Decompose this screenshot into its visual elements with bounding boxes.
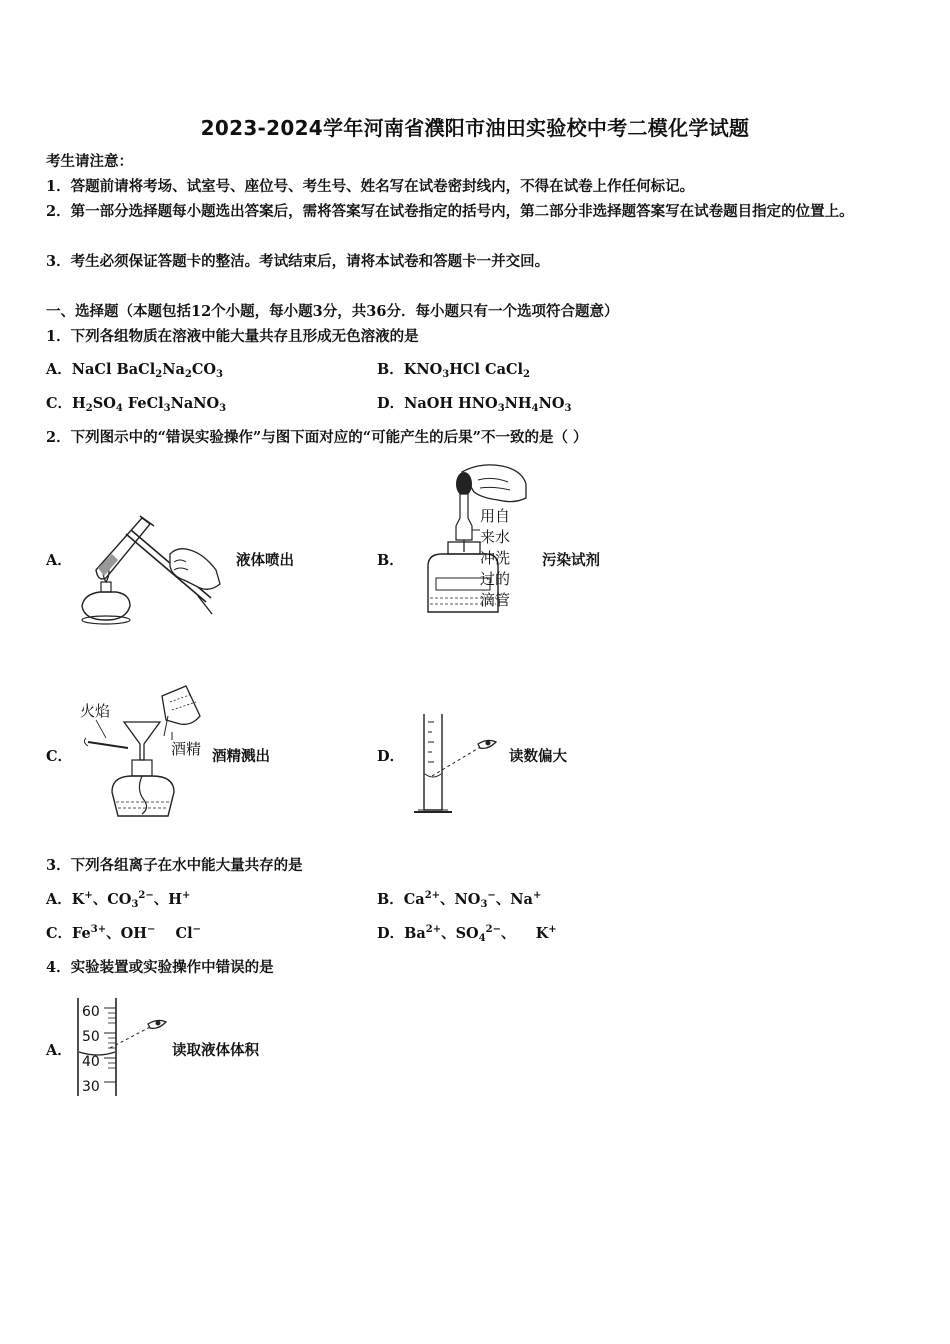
q4-option-a-result: 读取液体体积	[172, 1042, 259, 1059]
q2-option-c-result: 酒精溅出	[212, 748, 270, 765]
q4-option-a-label: A．	[46, 1042, 72, 1059]
graduated-cylinder-figure	[408, 710, 508, 820]
scale-label-30: 30	[82, 1079, 100, 1095]
dropper-bottle-figure	[422, 460, 532, 620]
q1-option-b: B．$KNO_3HCl$ CaCl$_2$	[377, 361, 530, 380]
q3-option-b: B．$Ca^{2+}$、$NO_3^-$、Na+	[377, 890, 542, 910]
q1-option-a-label: A．	[46, 361, 72, 378]
q2-option-d-result: 读数偏大	[509, 748, 567, 765]
q3-option-d-label: D．	[377, 925, 405, 942]
q1-option-c-label: C．	[46, 395, 73, 412]
q3-option-d: D．$Ba^{2+}$、$SO_4^{2-}$、 K+	[377, 924, 557, 944]
dropper-annotation: 用自 来水 冲洗 过的 滴管	[480, 507, 511, 609]
scale-label-60: 60	[82, 1004, 100, 1020]
page-title: 2023-2024学年河南省濮阳市油田实验校中考二模化学试题	[200, 116, 750, 140]
notice-item-1: 1．答题前请将考场、试室号、座位号、考生号、姓名写在试卷密封线内，不得在试卷上作任何标记。	[46, 178, 695, 195]
q3-option-a-label: A．	[46, 891, 72, 908]
notice-heading: 考生请注意：	[46, 153, 133, 170]
q2-option-b-label: B．	[377, 552, 404, 569]
q2-stem: 2．下列图示中的“错误实验操作”与图下面对应的“可能产生的后果”不一致的是（ ）	[46, 429, 588, 446]
q1-option-d-label: D．	[377, 395, 405, 412]
q2-option-a-label: A．	[46, 552, 72, 569]
q2-option-c-label: C．	[46, 748, 73, 765]
q2-option-b-result: 污染试剂	[542, 552, 600, 569]
q3-option-b-label: B．	[377, 891, 404, 908]
notice-item-3: 3．考生必须保证答题卡的整洁。考试结束后，请将本试卷和答题卡一并交回。	[46, 253, 550, 270]
q2-option-a-result: 液体喷出	[236, 552, 294, 569]
q1-option-a: A．NaCl $BaCl_2Na_2CO_3$	[46, 361, 223, 380]
q2-option-d-label: D．	[377, 748, 405, 765]
cylinder-scale-labels	[82, 1000, 100, 1100]
q3-option-c: C．$Fe^{3+}$、OH− Cl−	[46, 924, 201, 942]
q3-stem: 3．下列各组离子在水中能大量共存的是	[46, 857, 303, 874]
q1-option-b-label: B．	[377, 361, 404, 378]
scale-label-40: 40	[82, 1054, 100, 1070]
flame-annotation: 火焰	[80, 702, 111, 720]
notice-item-2: 2．第一部分选择题每小题选出答案后，需将答案写在试卷指定的括号内，第二部分非选择题答案写在试卷题目指定的位置上。	[46, 203, 854, 220]
q3-option-a: A．K+、$CO_3^{2-}$、H+	[46, 890, 191, 910]
q1-option-c: C．$H_2SO_4$ FeCl$_3$NaNO$_3$	[46, 395, 227, 414]
q4-stem: 4．实验装置或实验操作中错误的是	[46, 959, 274, 976]
q1-stem: 1．下列各组物质在溶液中能大量共存且形成无色溶液的是	[46, 328, 419, 345]
alcohol-annotation: 酒精	[171, 740, 202, 758]
q3-option-c-label: C．	[46, 925, 73, 942]
heating-test-tube-figure	[74, 510, 224, 628]
q1-option-d: D．NaOH $HNO_3NH_4NO_3$	[377, 395, 572, 414]
section-heading: 一、选择题（本题包括12个小题，每小题3分，共36分．每小题只有一个选项符合题意）	[46, 303, 619, 320]
scale-label-50: 50	[82, 1029, 100, 1045]
